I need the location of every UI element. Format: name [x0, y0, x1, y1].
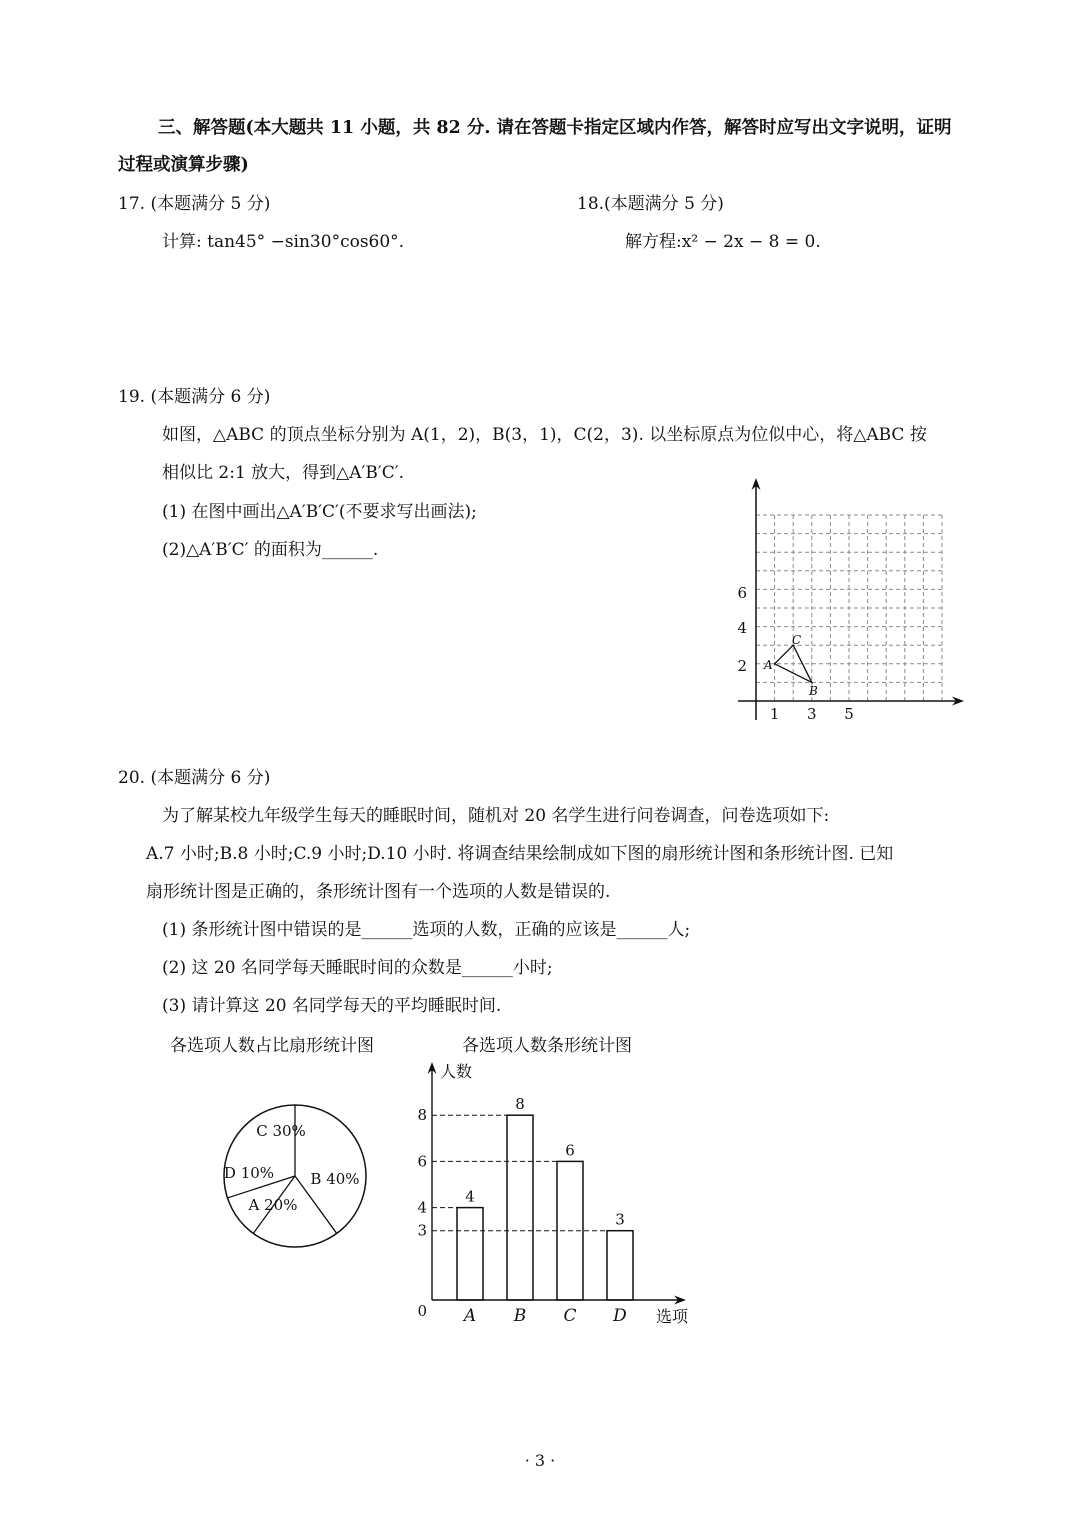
q18-text: 解方程:x² − 2x − 8 = 0.: [625, 232, 821, 252]
bar-chart-title: 各选项人数条形统计图: [462, 1036, 632, 1056]
q20-line3: 扇形统计图是正确的，条形统计图有一个选项的人数是错误的.: [146, 882, 611, 902]
q20-part1: (1) 条形统计图中错误的是______选项的人数，正确的应该是______人;: [162, 920, 691, 940]
bar-category-label-c: C: [563, 1306, 577, 1326]
q17-heading: 17. (本题满分 5 分): [118, 194, 271, 214]
point-c-label: C: [792, 633, 802, 647]
bar-value-label-d: 3: [615, 1210, 625, 1229]
grid-lines: [756, 515, 942, 701]
q19-line1: 如图，△ABC 的顶点坐标分别为 A(1，2)，B(3，1)，C(2，3). 以坐标原点为位似中心，将△ABC 按: [162, 425, 927, 445]
page-number: · 3 ·: [524, 1451, 556, 1470]
bar-d: [607, 1231, 633, 1300]
bar-a: [457, 1208, 483, 1300]
y-tick-6: 6: [737, 584, 747, 602]
pie-label-c: C 30%: [256, 1122, 306, 1140]
bar-category-label-a: A: [463, 1306, 477, 1326]
q19-coordinate-grid: [728, 472, 978, 730]
y-tick-2: 2: [737, 657, 747, 675]
bar-category-label-d: D: [613, 1306, 627, 1326]
bar-y-tick-6: 6: [417, 1152, 427, 1171]
bar-y-tick-4: 4: [417, 1198, 427, 1217]
bar-value-label-b: 8: [515, 1095, 525, 1114]
pie-label-d: D 10%: [223, 1164, 275, 1182]
point-b-label: B: [809, 684, 818, 698]
bar-y-axis-label: 人数: [440, 1062, 473, 1081]
y-tick-4: 4: [737, 619, 747, 637]
bar-b: [507, 1115, 533, 1300]
bar-y-tick-0: 0: [417, 1302, 427, 1320]
bar-chart: [400, 1056, 710, 1336]
bar-y-tick-8: 8: [417, 1106, 427, 1125]
pie-chart-title: 各选项人数占比扇形统计图: [170, 1036, 374, 1056]
q20-part2: (2) 这 20 名同学每天睡眠时间的众数是______小时;: [162, 958, 553, 978]
q20-part3: (3) 请计算这 20 名同学每天的平均睡眠时间.: [162, 996, 502, 1016]
section-heading-line2: 过程或演算步骤): [118, 155, 249, 175]
q19-line2: 相似比 2:1 放大，得到△A′B′C′.: [162, 463, 405, 483]
bar-category-label-b: B: [513, 1306, 527, 1326]
pie-label-b: B 40%: [310, 1170, 360, 1188]
q20-heading: 20. (本题满分 6 分): [118, 768, 271, 788]
q20-line1: 为了解某校九年级学生每天的睡眠时间，随机对 20 名学生进行问卷调查，问卷选项如下:: [162, 806, 830, 826]
q20-line2: A.7 小时;B.8 小时;C.9 小时;D.10 小时. 将调查结果绘制成如下图的扇形统计图和条形统计图. 已知: [146, 844, 894, 864]
bar-value-label-c: 6: [565, 1141, 575, 1160]
pie-chart: [210, 1092, 380, 1260]
x-tick-5: 5: [844, 705, 854, 723]
section-heading-line1: 三、解答题(本大题共 11 小题，共 82 分. 请在答题卡指定区域内作答，解答时应写出文字说明，证明: [158, 118, 952, 138]
bar-value-label-a: 4: [465, 1187, 475, 1206]
q18-heading: 18.(本题满分 5 分): [577, 194, 724, 214]
x-tick-1: 1: [769, 705, 780, 723]
pie-label-a: A 20%: [248, 1196, 298, 1214]
q19-part2: (2)△A′B′C′ 的面积为______.: [162, 540, 379, 560]
q19-heading: 19. (本题满分 6 分): [118, 387, 271, 407]
x-tick-3: 3: [807, 705, 817, 723]
bar-y-tick-3: 3: [417, 1221, 427, 1240]
q17-text: 计算: tan45° −sin30°cos60°.: [162, 232, 405, 252]
q19-part1: (1) 在图中画出△A′B′C′(不要求写出画法);: [162, 502, 477, 522]
bar-x-axis-label: 选项: [656, 1307, 689, 1326]
point-a-label: A: [764, 658, 773, 672]
